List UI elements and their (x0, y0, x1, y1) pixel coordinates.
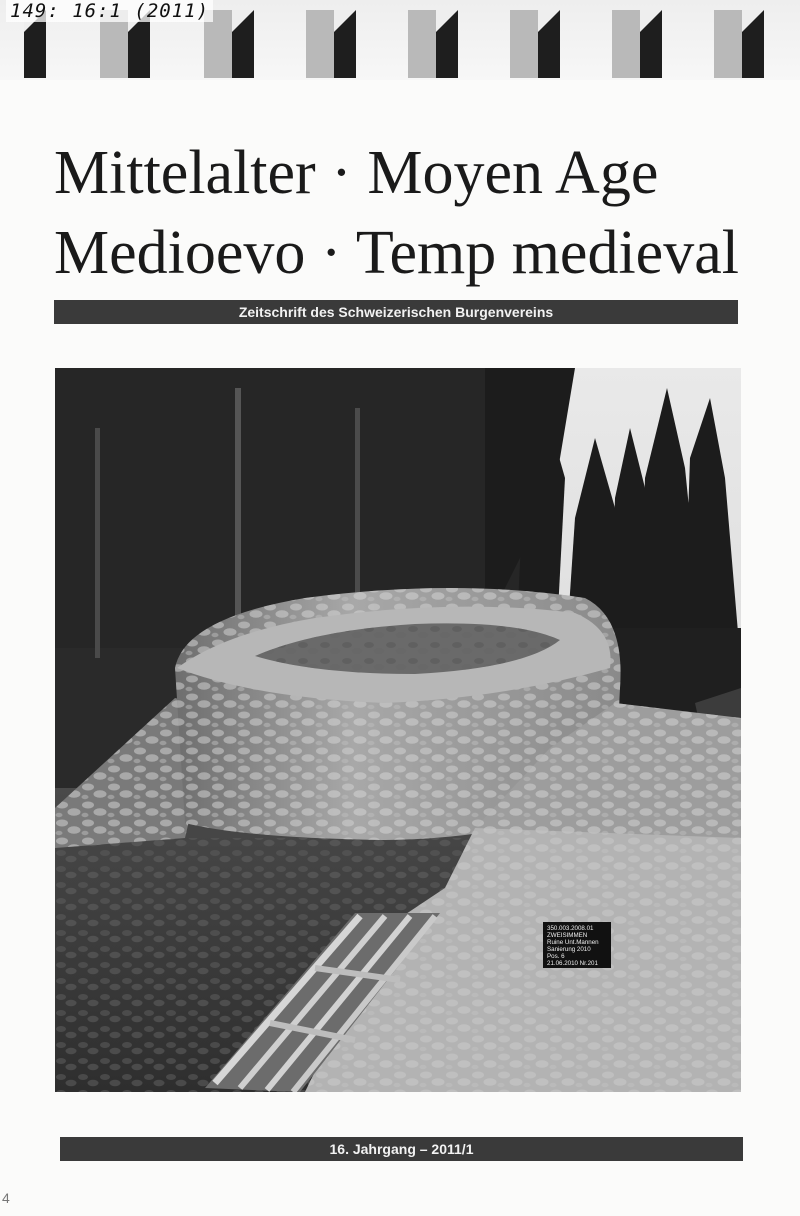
calibration-block (742, 10, 764, 78)
sign-line5: Pos. 6 (547, 953, 565, 960)
sign-line3: Ruine Unt.Mannen (547, 939, 599, 946)
calibration-block (232, 10, 254, 78)
cover-subtitle-band: Zeitschrift des Schweizerischen Burgenvereins (54, 300, 738, 324)
calibration-block (640, 10, 662, 78)
sign-line4: Sanierung 2010 (547, 946, 591, 953)
calibration-block (538, 10, 560, 78)
cover-photo (55, 368, 741, 1092)
sign-line1: 350.003.2008.01 (547, 925, 594, 932)
scan-calibration-strip (0, 0, 800, 80)
cover-title-line1: Mittelalter · Moyen Age (54, 139, 659, 207)
library-signature: 149: 16:1 (2011) (6, 0, 213, 22)
sign-line2: ZWEISIMMEN (547, 932, 588, 939)
photo-sign-board (543, 922, 611, 968)
margin-mark: 4 (2, 1190, 10, 1206)
calibration-block (436, 10, 458, 78)
issue-band: 16. Jahrgang – 2011/1 (60, 1137, 743, 1161)
calibration-block (334, 10, 356, 78)
sign-line6: 21.06.2010 Nr.201 (547, 960, 598, 967)
cover-title-line2: Medioevo · Temp medieval (54, 219, 739, 287)
